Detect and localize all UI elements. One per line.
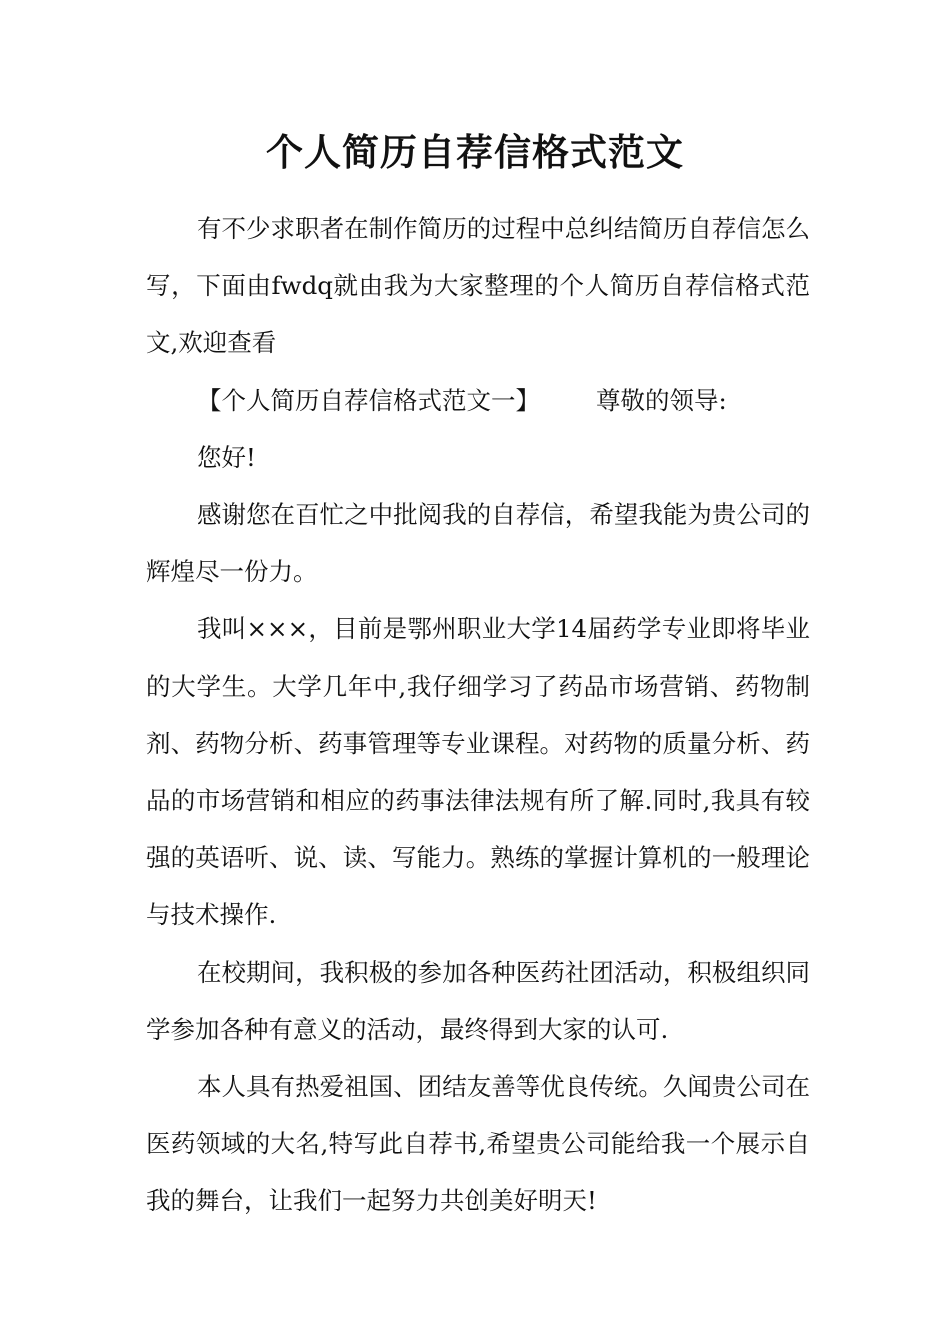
intro-paragraph: 有不少求职者在制作简历的过程中总纠结简历自荐信怎么写，下面由fwdq就由我为大家整理的个人简历自荐信格式范文,欢迎查看 [146, 214, 810, 358]
body-paragraph-3: 在校期间，我积极的参加各种医药社团活动，积极组织同学参加各种有意义的活动，最终得到大家的认可. [146, 957, 810, 1044]
section-heading-line [146, 372, 810, 429]
salutation: 尊敬的领导: [596, 385, 727, 415]
document-title: 个人简历自荐信格式范文 [266, 130, 684, 174]
body-paragraph-2: 我叫×××，目前是鄂州职业大学14届药学专业即将毕业的大学生。大学几年中,我仔细学习了药品市场营销、药物制剂、药物分析、药事管理等专业课程。对药物的质量分析、药品的市场营销和相应的药事法律法规有所了解.同时,我具有较强的英语听、说、读、写能力。熟练的掌握计算机的一般理论与技术操作. [146, 614, 810, 930]
document-body [146, 200, 810, 1230]
body-paragraph-4: 本人具有热爱祖国、团结友善等优良传统。久闻贵公司在医药领域的大名,特写此自荐书,希望贵公司能给我一个展示自我的舞台，让我们一起努力共创美好明天! [146, 1072, 810, 1216]
greeting: 您好! [197, 442, 256, 472]
body-paragraph-1: 感谢您在百忙之中批阅我的自荐信，希望我能为贵公司的辉煌尽一份力。 [146, 500, 810, 587]
section-heading: 【个人简历自荐信格式范文一】 [197, 385, 540, 415]
